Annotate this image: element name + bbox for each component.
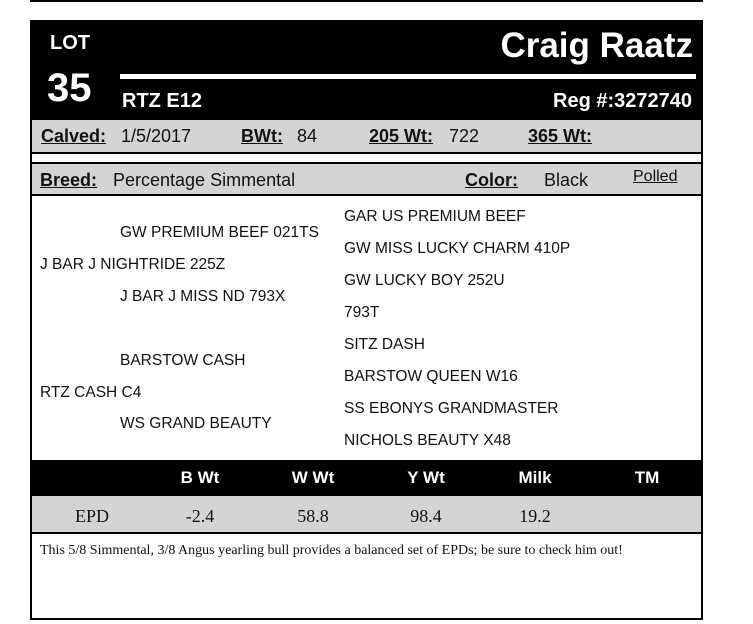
color-label: Color: (465, 170, 518, 190)
pedigree-sire-dam-sire: GW LUCKY BOY 252U (344, 272, 505, 289)
owner-name: Craig Raatz (500, 26, 693, 65)
lot-number: 35 (47, 66, 92, 110)
pedigree-sire-sire-sire: GAR US PREMIUM BEEF (344, 208, 526, 225)
birth-weights-row (32, 120, 701, 154)
wt365-label: 365 Wt: (528, 126, 593, 146)
epd-header-wwt: W Wt (291, 468, 335, 487)
pedigree-dam-dam-dam: NICHOLS BEAUTY X48 (344, 432, 511, 449)
epd-value-ywt: 98.4 (410, 506, 442, 526)
registration-number: Reg #:3272740 (553, 90, 692, 112)
epd-value-wwt: 58.8 (297, 506, 329, 526)
epd-header-tm: TM (634, 468, 660, 487)
wt205-value: 722 (449, 126, 480, 146)
epd-header-row (32, 460, 701, 496)
bwt-value: 84 (297, 126, 318, 146)
breed-color-row (32, 162, 701, 196)
header-divider (120, 74, 696, 79)
wt205-label: 205 Wt: (369, 126, 434, 146)
epd-value-bwt: -2.4 (185, 506, 215, 526)
animal-id: RTZ E12 (122, 90, 203, 112)
breed-label: Breed: (40, 170, 98, 190)
polled-status: Polled (633, 168, 678, 185)
epd-header-bwt: B Wt (180, 468, 220, 487)
pedigree (32, 198, 701, 460)
lot-comment: This 5/8 Simmental, 3/8 Angus yearling bull provides a balanced set of EPDs; be sure to check him out! (40, 543, 623, 558)
pedigree-sire-sire-dam: GW MISS LUCKY CHARM 410P (344, 240, 571, 257)
pedigree-sire-dam-dam: 793T (344, 304, 380, 321)
epd-header-milk: Milk (518, 468, 552, 487)
pedigree-dam: RTZ CASH C4 (40, 384, 142, 401)
calved-value: 1/5/2017 (121, 126, 192, 146)
lot-label: LOT (50, 32, 90, 54)
lot-card (30, 20, 703, 620)
epd-row-label: EPD (74, 506, 110, 526)
calved-label: Calved: (41, 126, 107, 146)
epd-value-milk: 19.2 (519, 506, 551, 526)
lot-header (32, 22, 701, 120)
epd-values-row (32, 496, 701, 534)
pedigree-dam-sire-sire: SITZ DASH (344, 336, 425, 353)
pedigree-dam-sire: BARSTOW CASH (120, 352, 246, 369)
pedigree-sire-sire: GW PREMIUM BEEF 021TS (120, 224, 319, 241)
pedigree-sire-dam: J BAR J MISS ND 793X (120, 288, 286, 305)
epd-header-ywt: Y Wt (407, 468, 445, 487)
pedigree-dam-sire-dam: BARSTOW QUEEN W16 (344, 368, 518, 385)
pedigree-dam-dam: WS GRAND BEAUTY (120, 415, 272, 432)
color-value: Black (544, 170, 589, 190)
top-rule (30, 0, 703, 2)
bwt-label: BWt: (241, 126, 283, 146)
breed-value: Percentage Simmental (113, 170, 296, 190)
pedigree-sire: J BAR J NIGHTRIDE 225Z (40, 256, 226, 273)
pedigree-dam-dam-sire: SS EBONYS GRANDMASTER (344, 400, 559, 417)
